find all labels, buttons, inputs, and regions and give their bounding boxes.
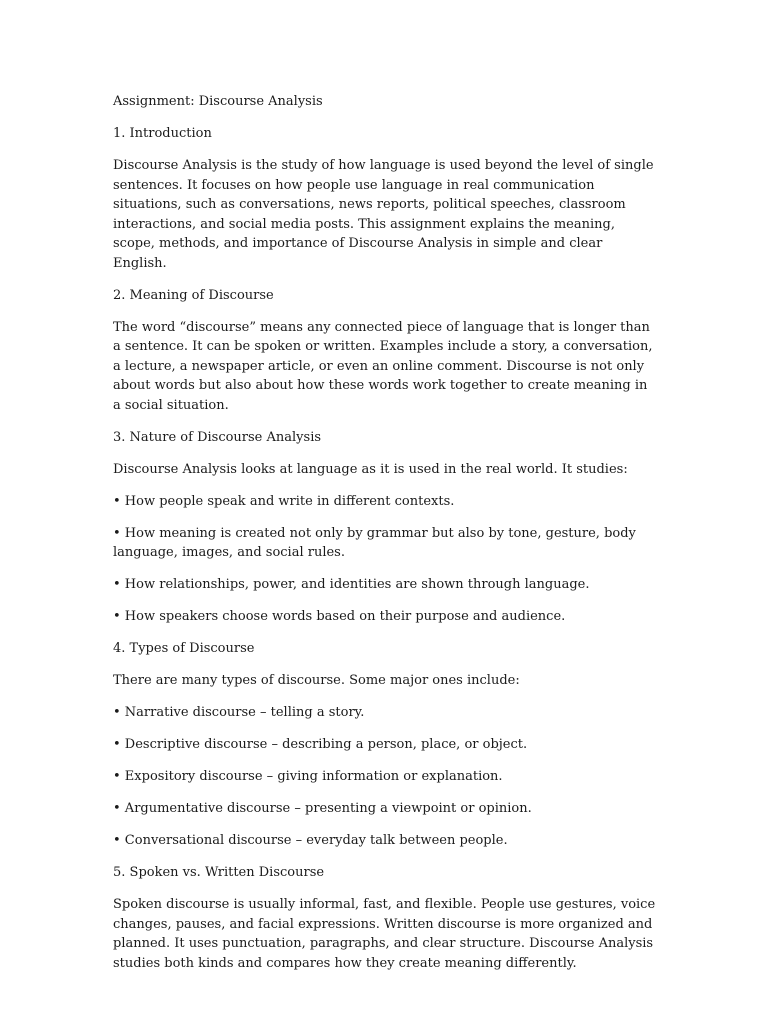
document-title: Assignment: Discourse Analysis [113,94,323,109]
paragraph: The word “discourse” means any connected piece of language that is longer than a sentence. It can be spoken or written. Examples include a story, a conversation, a lecture, a newspaper article, or even an online comment. Discourse is not only about words but also about how these words work together to create meaning in a social situation. [113,319,653,413]
bullet-item: • Expository discourse – giving information or explanation. [113,769,503,784]
paragraph: Discourse Analysis is the study of how language is used beyond the level of single sentences. It focuses on how people use language in real communication situations, such as conversations, news reports, political speeches, classroom interactions, and social media posts. This assignment explains the meaning, scope, methods, and importance of Discourse Analysis in simple and clear English. [113,158,654,271]
paragraph: Spoken discourse is usually informal, fast, and flexible. People use gestures, voice changes, pauses, and facial expressions. Written discourse is more organized and planned. It uses punctuation, paragraphs, and clear structure. Discourse Analysis studies both kinds and compares how they create meaning differently. [113,897,656,971]
section-heading-types: 4. Types of Discourse [113,641,255,656]
bullet-item: • How speakers choose words based on their purpose and audience. [113,609,566,624]
section-heading-spoken-vs-written: 5. Spoken vs. Written Discourse [113,865,325,880]
bullet-item: • How meaning is created not only by grammar but also by tone, gesture, body language, images, and social rules. [113,525,636,560]
bullet-item: • Conversational discourse – everyday talk between people. [113,833,508,848]
bullet-item: • How people speak and write in different contexts. [113,493,455,509]
paragraph: Discourse Analysis looks at language as it is used in the real world. It studies: [113,461,628,477]
section-heading-meaning: 2. Meaning of Discourse [113,287,274,303]
bullet-item: • Argumentative discourse – presenting a viewpoint or opinion. [113,801,532,816]
bullet-item: • Narrative discourse – telling a story. [113,705,365,720]
bullet-item: • How relationships, power, and identities are shown through language. [113,577,590,592]
paragraph: There are many types of discourse. Some major ones include: [113,673,520,688]
section-heading-nature: 3. Nature of Discourse Analysis [113,429,322,445]
section-heading-introduction: 1. Introduction [113,126,212,141]
bullet-item: • Descriptive discourse – describing a person, place, or object. [113,737,528,752]
